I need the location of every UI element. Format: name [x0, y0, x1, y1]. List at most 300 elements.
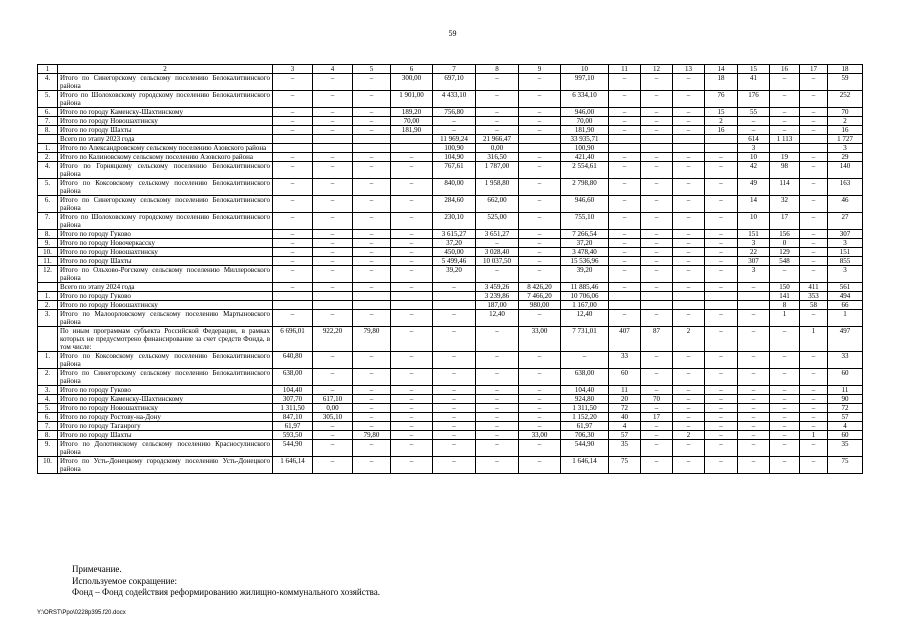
- value-cell: –: [673, 162, 705, 179]
- value-cell: –: [770, 352, 800, 369]
- value-cell: 3 028,40: [476, 248, 519, 257]
- value-cell: –: [673, 248, 705, 257]
- value-cell: [353, 144, 391, 153]
- value-cell: –: [738, 457, 770, 474]
- value-cell: 450,00: [433, 248, 476, 257]
- column-number-cell: 1: [38, 65, 58, 74]
- value-cell: –: [313, 266, 353, 283]
- value-cell: 12,40: [476, 310, 519, 327]
- value-cell: –: [273, 196, 313, 213]
- value-cell: 0,00: [476, 144, 519, 153]
- value-cell: 0: [770, 239, 800, 248]
- value-cell: –: [641, 108, 673, 117]
- value-cell: [353, 292, 391, 301]
- table-row: [38, 457, 863, 474]
- row-name-cell: Итого по Александровскому сельскому поселению Азовского района: [58, 144, 273, 153]
- value-cell: –: [313, 257, 353, 266]
- value-cell: 353: [800, 292, 828, 301]
- value-cell: –: [433, 440, 476, 457]
- value-cell: –: [519, 369, 561, 386]
- value-cell: 104,90: [433, 153, 476, 162]
- value-cell: –: [641, 230, 673, 239]
- value-cell: –: [609, 91, 641, 108]
- value-cell: –: [609, 266, 641, 283]
- value-cell: –: [391, 369, 433, 386]
- value-cell: –: [313, 213, 353, 230]
- value-cell: –: [519, 196, 561, 213]
- value-cell: 70: [828, 108, 863, 117]
- row-name-cell: Итого по городу Каменску-Шахтинскому: [58, 395, 273, 404]
- value-cell: –: [770, 386, 800, 395]
- value-cell: –: [705, 196, 738, 213]
- value-cell: –: [476, 413, 519, 422]
- value-cell: [391, 292, 433, 301]
- value-cell: 1 958,80: [476, 179, 519, 196]
- value-cell: –: [609, 108, 641, 117]
- value-cell: 1 113: [770, 135, 800, 144]
- value-cell: –: [353, 440, 391, 457]
- value-cell: 3: [738, 239, 770, 248]
- value-cell: 1 646,14: [561, 457, 609, 474]
- value-cell: –: [800, 162, 828, 179]
- row-number-cell: [38, 283, 58, 292]
- value-cell: –: [770, 266, 800, 283]
- value-cell: –: [519, 395, 561, 404]
- value-cell: –: [800, 352, 828, 369]
- row-number-cell: 3.: [38, 310, 58, 327]
- value-cell: –: [433, 327, 476, 352]
- value-cell: –: [705, 239, 738, 248]
- row-name-cell: Всего по этапу 2023 года: [58, 135, 273, 144]
- value-cell: –: [609, 74, 641, 91]
- value-cell: –: [313, 196, 353, 213]
- column-number-cell: 6: [391, 65, 433, 74]
- table-row: [38, 386, 863, 395]
- value-cell: 230,10: [433, 213, 476, 230]
- value-cell: [705, 144, 738, 153]
- value-cell: –: [353, 196, 391, 213]
- value-cell: –: [738, 117, 770, 126]
- value-cell: 706,30: [561, 431, 609, 440]
- value-cell: [519, 144, 561, 153]
- value-cell: –: [519, 108, 561, 117]
- note-abbrev-heading: Используемое сокращение:: [72, 575, 177, 586]
- value-cell: 37,20: [433, 239, 476, 248]
- value-cell: –: [641, 404, 673, 413]
- row-number-cell: 6.: [38, 413, 58, 422]
- table-row: [38, 422, 863, 431]
- row-name-cell: Итого по городу Гуково: [58, 386, 273, 395]
- value-cell: –: [433, 457, 476, 474]
- value-cell: –: [273, 266, 313, 283]
- value-cell: 18: [705, 74, 738, 91]
- row-name-cell: Итого по Синегорскому сельскому поселению Белокалитвинского района: [58, 369, 273, 386]
- value-cell: –: [705, 179, 738, 196]
- value-cell: –: [673, 153, 705, 162]
- value-cell: –: [800, 386, 828, 395]
- value-cell: 87: [641, 327, 673, 352]
- value-cell: –: [476, 91, 519, 108]
- value-cell: –: [800, 91, 828, 108]
- value-cell: 33: [828, 352, 863, 369]
- table-row: [38, 327, 863, 352]
- value-cell: –: [673, 74, 705, 91]
- value-cell: 7 731,01: [561, 327, 609, 352]
- value-cell: 6 696,01: [273, 327, 313, 352]
- row-name-cell: Итого по городу Гуково: [58, 230, 273, 239]
- value-cell: –: [673, 179, 705, 196]
- value-cell: –: [391, 239, 433, 248]
- value-cell: 57: [828, 413, 863, 422]
- value-cell: –: [391, 153, 433, 162]
- value-cell: –: [641, 179, 673, 196]
- value-cell: 525,00: [476, 213, 519, 230]
- value-cell: [705, 292, 738, 301]
- value-cell: 847,10: [273, 413, 313, 422]
- value-cell: 3: [828, 144, 863, 153]
- value-cell: –: [770, 431, 800, 440]
- value-cell: –: [519, 239, 561, 248]
- value-cell: 150: [770, 283, 800, 292]
- value-cell: 1 152,20: [561, 413, 609, 422]
- value-cell: –: [673, 386, 705, 395]
- value-cell: 946,00: [561, 108, 609, 117]
- value-cell: –: [353, 422, 391, 431]
- value-cell: –: [641, 369, 673, 386]
- row-number-cell: 7.: [38, 422, 58, 431]
- row-number-cell: 4.: [38, 395, 58, 404]
- value-cell: –: [476, 352, 519, 369]
- value-cell: 39,20: [561, 266, 609, 283]
- value-cell: –: [770, 117, 800, 126]
- table-row: [38, 266, 863, 283]
- value-cell: –: [391, 266, 433, 283]
- value-cell: –: [738, 126, 770, 135]
- value-cell: –: [476, 395, 519, 404]
- value-cell: –: [800, 179, 828, 196]
- value-cell: –: [476, 117, 519, 126]
- value-cell: –: [433, 117, 476, 126]
- value-cell: 497: [828, 327, 863, 352]
- row-name-cell: Итого по городу Таганрогу: [58, 422, 273, 431]
- value-cell: –: [476, 126, 519, 135]
- column-number-cell: 15: [738, 65, 770, 74]
- value-cell: –: [519, 352, 561, 369]
- value-cell: 15 536,96: [561, 257, 609, 266]
- value-cell: –: [391, 440, 433, 457]
- value-cell: 46: [828, 196, 863, 213]
- value-cell: –: [800, 74, 828, 91]
- value-cell: –: [273, 162, 313, 179]
- value-cell: 4: [828, 422, 863, 431]
- value-cell: 4 433,10: [433, 91, 476, 108]
- value-cell: –: [800, 239, 828, 248]
- value-cell: 129: [770, 248, 800, 257]
- note-title: Примечание.: [72, 564, 122, 574]
- value-cell: –: [673, 404, 705, 413]
- value-cell: –: [738, 422, 770, 431]
- value-cell: –: [705, 213, 738, 230]
- table-row: [38, 135, 863, 144]
- table-row: [38, 404, 863, 413]
- value-cell: 140: [828, 162, 863, 179]
- value-cell: 33: [609, 352, 641, 369]
- row-name-cell: Итого по Долотинскому сельскому поселению Красносулинского района: [58, 440, 273, 457]
- value-cell: 15: [705, 108, 738, 117]
- value-cell: 3 459,26: [476, 283, 519, 292]
- value-cell: –: [391, 257, 433, 266]
- value-cell: 494: [828, 292, 863, 301]
- value-cell: [433, 292, 476, 301]
- row-name-cell: Итого по Синегорскому сельскому поселению Белокалитвинского района: [58, 196, 273, 213]
- value-cell: [609, 292, 641, 301]
- row-number-cell: 11.: [38, 257, 58, 266]
- value-cell: –: [519, 413, 561, 422]
- row-name-cell: Итого по городу Новочеркасску: [58, 239, 273, 248]
- table-row: [38, 91, 863, 108]
- value-cell: –: [673, 239, 705, 248]
- value-cell: –: [433, 283, 476, 292]
- value-cell: –: [705, 327, 738, 352]
- value-cell: –: [313, 153, 353, 162]
- value-cell: –: [673, 230, 705, 239]
- value-cell: –: [519, 74, 561, 91]
- value-cell: –: [313, 91, 353, 108]
- value-cell: –: [673, 257, 705, 266]
- value-cell: 19: [770, 153, 800, 162]
- value-cell: 33,00: [519, 327, 561, 352]
- value-cell: –: [705, 257, 738, 266]
- value-cell: 17: [641, 413, 673, 422]
- value-cell: 21 966,47: [476, 135, 519, 144]
- value-cell: –: [433, 404, 476, 413]
- value-cell: –: [738, 386, 770, 395]
- value-cell: [313, 144, 353, 153]
- value-cell: –: [738, 283, 770, 292]
- value-cell: 27: [828, 213, 863, 230]
- row-number-cell: 2.: [38, 301, 58, 310]
- value-cell: –: [476, 422, 519, 431]
- value-cell: [673, 144, 705, 153]
- value-cell: –: [273, 283, 313, 292]
- value-cell: 20: [609, 395, 641, 404]
- column-number-cell: 4: [313, 65, 353, 74]
- value-cell: 617,10: [313, 395, 353, 404]
- table-row: [38, 144, 863, 153]
- value-cell: –: [313, 108, 353, 117]
- value-cell: –: [519, 386, 561, 395]
- value-cell: –: [641, 248, 673, 257]
- value-cell: 1 311,50: [561, 404, 609, 413]
- value-cell: [609, 135, 641, 144]
- value-cell: [391, 144, 433, 153]
- value-cell: –: [641, 257, 673, 266]
- value-cell: [313, 135, 353, 144]
- value-cell: –: [800, 248, 828, 257]
- value-cell: 176: [738, 91, 770, 108]
- value-cell: 421,40: [561, 153, 609, 162]
- value-cell: [433, 301, 476, 310]
- value-cell: 12,40: [561, 310, 609, 327]
- value-cell: –: [476, 74, 519, 91]
- column-number-row: [38, 65, 863, 74]
- value-cell: –: [519, 457, 561, 474]
- value-cell: 2 554,61: [561, 162, 609, 179]
- value-cell: 544,90: [561, 440, 609, 457]
- value-cell: 114: [770, 179, 800, 196]
- value-cell: [705, 135, 738, 144]
- value-cell: –: [391, 310, 433, 327]
- value-cell: –: [705, 422, 738, 431]
- table-row: [38, 310, 863, 327]
- value-cell: –: [313, 248, 353, 257]
- value-cell: –: [641, 74, 673, 91]
- value-cell: [673, 135, 705, 144]
- value-cell: –: [738, 369, 770, 386]
- value-cell: –: [673, 395, 705, 404]
- value-cell: –: [353, 266, 391, 283]
- value-cell: –: [273, 117, 313, 126]
- value-cell: –: [353, 153, 391, 162]
- value-cell: –: [391, 230, 433, 239]
- value-cell: 57: [609, 431, 641, 440]
- value-cell: –: [353, 230, 391, 239]
- value-cell: 42: [738, 162, 770, 179]
- value-cell: –: [353, 404, 391, 413]
- row-name-cell: Итого по Коксовскому сельскому поселению Белокалитвинского района: [58, 352, 273, 369]
- row-name-cell: Итого по Ольхово-Рогскому сельскому поселению Миллеровского района: [58, 266, 273, 283]
- value-cell: [519, 135, 561, 144]
- value-cell: –: [391, 327, 433, 352]
- value-cell: 35: [828, 440, 863, 457]
- value-cell: 58: [800, 301, 828, 310]
- row-number-cell: 7.: [38, 213, 58, 230]
- value-cell: –: [353, 248, 391, 257]
- value-cell: –: [738, 327, 770, 352]
- value-cell: 307,70: [273, 395, 313, 404]
- value-cell: 32: [770, 196, 800, 213]
- value-cell: –: [673, 117, 705, 126]
- row-number-cell: 1.: [38, 292, 58, 301]
- value-cell: –: [391, 352, 433, 369]
- value-cell: 33,00: [519, 431, 561, 440]
- value-cell: –: [705, 369, 738, 386]
- value-cell: –: [609, 179, 641, 196]
- column-number-cell: 12: [641, 65, 673, 74]
- value-cell: –: [738, 352, 770, 369]
- value-cell: [273, 292, 313, 301]
- value-cell: –: [673, 422, 705, 431]
- value-cell: 3: [828, 266, 863, 283]
- value-cell: –: [800, 108, 828, 117]
- row-name-cell: Итого по городу Новошахтинску: [58, 301, 273, 310]
- value-cell: –: [705, 395, 738, 404]
- value-cell: –: [476, 266, 519, 283]
- value-cell: –: [313, 126, 353, 135]
- value-cell: [313, 292, 353, 301]
- value-cell: –: [800, 404, 828, 413]
- value-cell: 1 646,14: [273, 457, 313, 474]
- value-cell: –: [673, 108, 705, 117]
- value-cell: –: [391, 457, 433, 474]
- value-cell: –: [391, 213, 433, 230]
- value-cell: –: [770, 74, 800, 91]
- value-cell: 61,97: [561, 422, 609, 431]
- value-cell: 1: [828, 310, 863, 327]
- value-cell: –: [519, 230, 561, 239]
- value-cell: –: [519, 126, 561, 135]
- value-cell: 11: [828, 386, 863, 395]
- table-row: [38, 352, 863, 369]
- value-cell: 11 885,46: [561, 283, 609, 292]
- value-cell: [273, 301, 313, 310]
- row-name-cell: Итого по Калиновскому сельскому поселению Азовского района: [58, 153, 273, 162]
- value-cell: –: [800, 395, 828, 404]
- value-cell: –: [476, 431, 519, 440]
- row-name-cell: Итого по городу Ростову-на-Дону: [58, 413, 273, 422]
- value-cell: 0,00: [313, 404, 353, 413]
- value-cell: –: [391, 431, 433, 440]
- value-cell: –: [391, 395, 433, 404]
- value-cell: –: [705, 404, 738, 413]
- value-cell: 6 334,10: [561, 91, 609, 108]
- value-cell: –: [353, 386, 391, 395]
- value-cell: 8: [770, 301, 800, 310]
- value-cell: –: [313, 422, 353, 431]
- value-cell: 3: [828, 239, 863, 248]
- value-cell: –: [609, 153, 641, 162]
- value-cell: –: [609, 117, 641, 126]
- value-cell: 638,00: [561, 369, 609, 386]
- column-number-cell: 2: [58, 65, 273, 74]
- value-cell: –: [519, 153, 561, 162]
- table-row: [38, 230, 863, 239]
- table-row: [38, 126, 863, 135]
- notes-block: [72, 564, 380, 599]
- value-cell: 49: [738, 179, 770, 196]
- table-row: [38, 431, 863, 440]
- value-cell: –: [273, 230, 313, 239]
- value-cell: –: [641, 457, 673, 474]
- value-cell: –: [313, 457, 353, 474]
- value-cell: [273, 135, 313, 144]
- value-cell: 104,40: [561, 386, 609, 395]
- value-cell: –: [353, 239, 391, 248]
- value-cell: –: [391, 386, 433, 395]
- value-cell: 300,00: [391, 74, 433, 91]
- value-cell: –: [313, 179, 353, 196]
- column-number-cell: 5: [353, 65, 391, 74]
- value-cell: –: [519, 440, 561, 457]
- column-number-cell: 3: [273, 65, 313, 74]
- column-number-cell: 16: [770, 65, 800, 74]
- value-cell: 662,00: [476, 196, 519, 213]
- row-number-cell: 12.: [38, 266, 58, 283]
- value-cell: 100,90: [561, 144, 609, 153]
- value-cell: 22: [738, 248, 770, 257]
- value-cell: –: [433, 422, 476, 431]
- value-cell: –: [673, 91, 705, 108]
- value-cell: 307: [738, 257, 770, 266]
- row-name-cell: Итого по Коксовскому сельскому поселению Белокалитвинского района: [58, 179, 273, 196]
- value-cell: –: [705, 266, 738, 283]
- value-cell: –: [770, 413, 800, 422]
- table-row: [38, 196, 863, 213]
- value-cell: –: [673, 440, 705, 457]
- row-name-cell: Итого по Шолоховскому городскому поселению Белокалитвинского района: [58, 91, 273, 108]
- page-number: 59: [448, 29, 457, 38]
- value-cell: 3 651,27: [476, 230, 519, 239]
